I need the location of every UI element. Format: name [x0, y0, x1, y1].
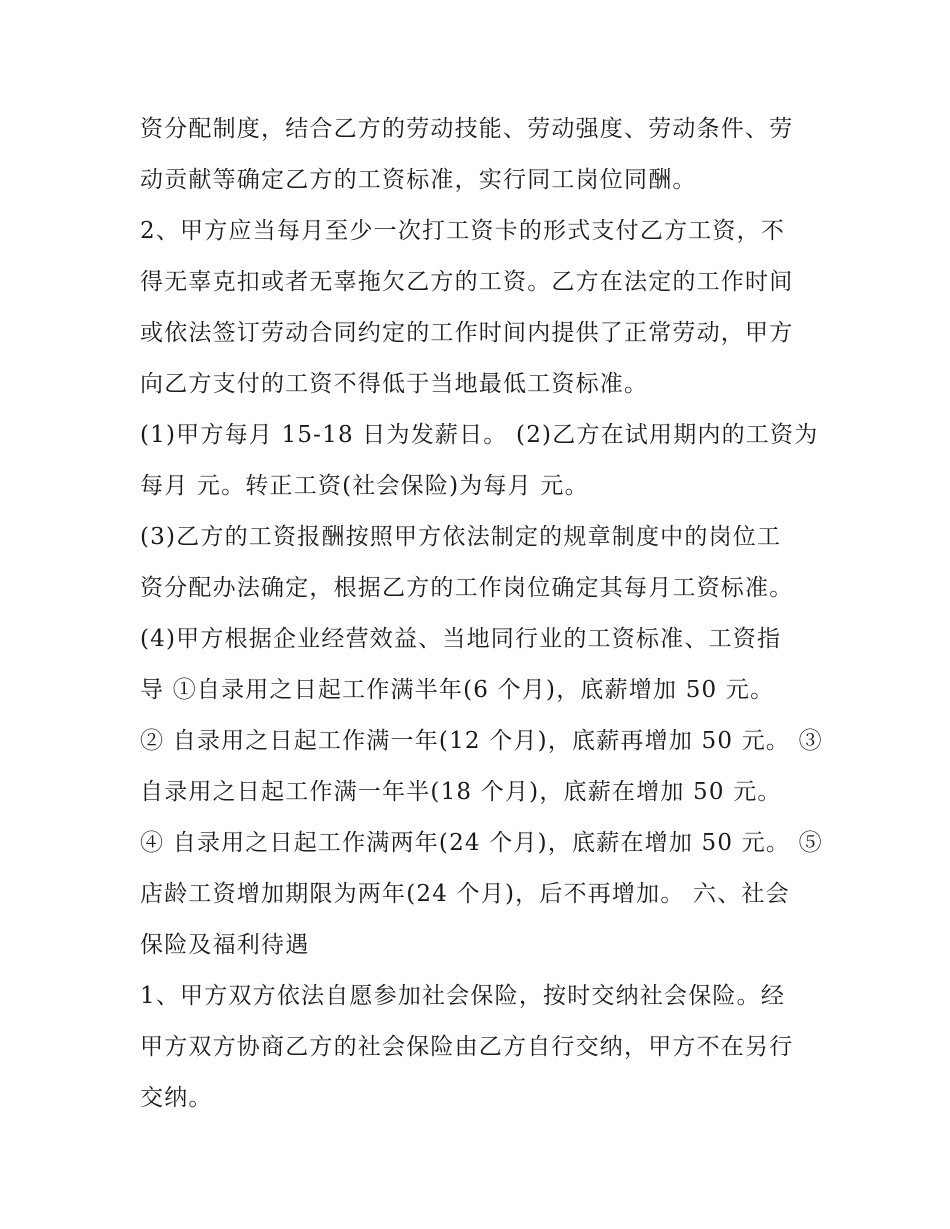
text-line: 或依法签订劳动合同约定的工作时间内提供了正常劳动，甲方 — [140, 320, 794, 346]
text-line: 甲方双方协商乙方的社会保险由乙方自行交纳，甲方不在另行 — [140, 1034, 794, 1060]
text-line: 2、甲方应当每月至少一次打工资卡的形式支付乙方工资，不 — [140, 218, 786, 244]
text-line: 1、甲方双方依法自愿参加社会保险，按时交纳社会保险。经 — [140, 983, 786, 1009]
text-line: 资分配制度，结合乙方的劳动技能、劳动强度、劳动条件、劳 — [140, 116, 794, 142]
text-line: 资分配办法确定，根据乙方的工作岗位确定其每月工资标准。 — [140, 575, 794, 601]
text-line: 向乙方支付的工资不得低于当地最低工资标准。 — [140, 371, 649, 397]
text-line: 每月 元。转正工资(社会保险)为每月 元。 — [140, 473, 589, 499]
text-line: ② 自录用之日起工作满一年(12 个月)，底薪再增加 50 元。 ③ — [140, 728, 823, 754]
document-body — [140, 104, 830, 1124]
text-line: (1)甲方每月 15-18 日为发薪日。 (2)乙方在试用期内的工资为 — [140, 422, 819, 448]
text-line: (3)乙方的工资报酬按照甲方依法制定的规章制度中的岗位工 — [140, 524, 782, 550]
text-line: 动贡献等确定乙方的工资标准，实行同工岗位同酬。 — [140, 167, 697, 193]
text-line: 得无辜克扣或者无辜拖欠乙方的工资。乙方在法定的工作时间 — [140, 269, 794, 295]
text-line: 导 ①自录用之日起工作满半年(6 个月)，底薪增加 50 元。 — [140, 677, 775, 703]
text-line: 保险及福利待遇 — [140, 932, 310, 958]
text-line: 自录用之日起工作满一年半(18 个月)，底薪在增加 50 元。 — [140, 779, 782, 805]
text-line: 交纳。 — [140, 1085, 213, 1111]
text-line: (4)甲方根据企业经营效益、当地同行业的工资标准、工资指 — [140, 626, 782, 652]
text-line: ④ 自录用之日起工作满两年(24 个月)，底薪在增加 50 元。 ⑤ — [140, 830, 823, 856]
text-line: 店龄工资增加期限为两年(24 个月)，后不再增加。 六、社会 — [140, 881, 790, 907]
